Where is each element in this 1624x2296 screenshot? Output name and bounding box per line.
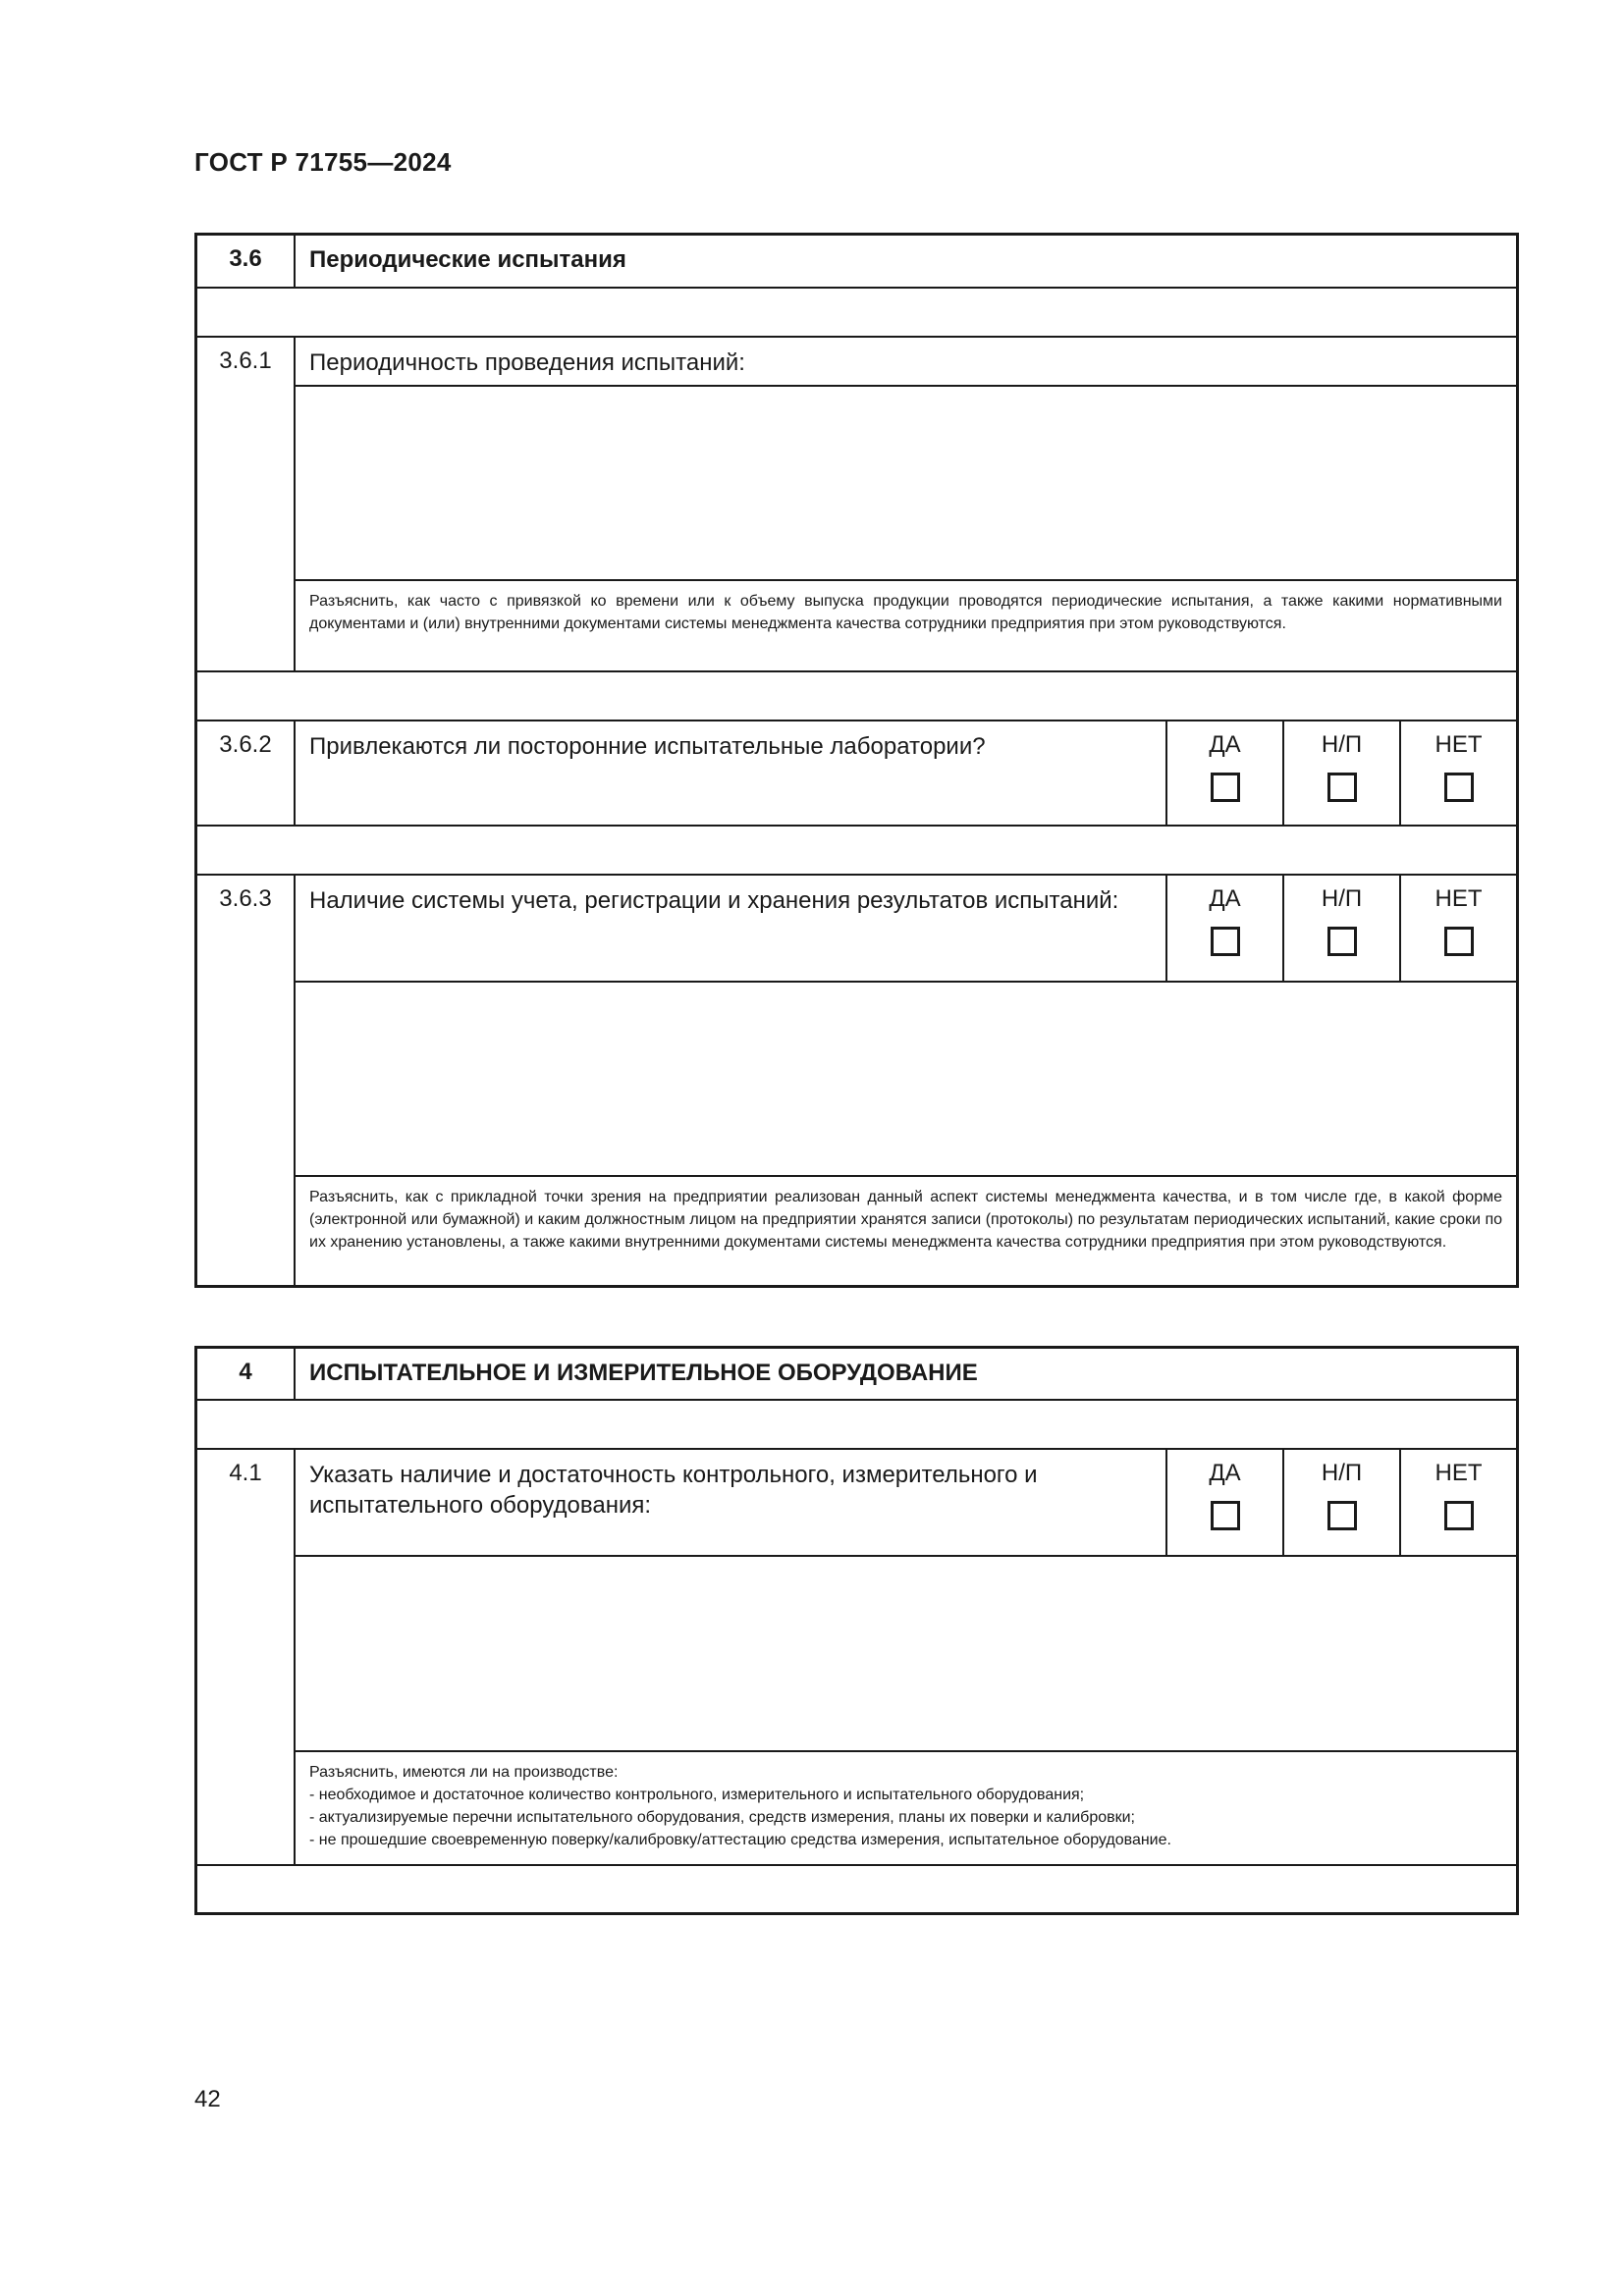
spacer-row — [197, 287, 1516, 336]
item-hint: Разъяснить, как часто с привязкой ко времени или к объему выпуска продукции проводятся периодические испытания, а также какими нормативными документами и (или) внутренними документами системы менеджмента качества сотрудники предприятия при этом руководствуются. — [296, 579, 1516, 670]
no-checkbox[interactable] — [1444, 927, 1474, 956]
option-no — [1399, 876, 1516, 981]
spacer-row — [197, 1864, 1516, 1912]
answer-field[interactable] — [296, 1555, 1516, 1750]
item-number: 3.6.1 — [197, 338, 296, 670]
item-number: 3.6.2 — [197, 721, 296, 825]
item-question: Привлекаются ли посторонние испытательные лаборатории? — [309, 733, 986, 760]
answer-field[interactable] — [296, 981, 1516, 1175]
option-label: НЕТ — [1435, 1460, 1483, 1486]
option-no — [1399, 721, 1516, 825]
page-number: 42 — [194, 2086, 221, 2112]
spacer-row — [197, 670, 1516, 720]
item-hint: Разъяснить, как с прикладной точки зрения на предприятии реализован данный аспект системы менеджмента качества, и в том числе где, в какой форме (электронной или бумажной) и каким должностным лицом на предприятии хранятся записи (протоколы) по результатам периодических испытаний, какие сроки по их хранению установлены, а также какими внутренними документами системы менеджмента качества сотрудники предприятия при этом руководствуются. — [296, 1175, 1516, 1285]
option-no — [1399, 1450, 1516, 1555]
spacer-row — [197, 1399, 1516, 1448]
option-label: Н/П — [1321, 731, 1363, 758]
item-hint — [296, 1750, 1516, 1864]
option-yes — [1165, 876, 1282, 981]
item-question: Указать наличие и достаточность контрольного, измерительного и испытательного оборудования: — [309, 1462, 1038, 1519]
option-label: НЕТ — [1435, 885, 1483, 912]
hint-list-item: - необходимое и достаточное количество контрольного, измерительного и испытательного оборудования; — [309, 1787, 1085, 1803]
no-checkbox[interactable] — [1444, 773, 1474, 802]
option-label: Н/П — [1321, 1460, 1363, 1486]
item-number: 4.1 — [197, 1450, 296, 1864]
option-yes — [1165, 1450, 1282, 1555]
yes-checkbox[interactable] — [1211, 773, 1240, 802]
document-code-header: ГОСТ Р 71755—2024 — [194, 147, 452, 177]
item-row-3-6-1 — [197, 336, 1516, 670]
section-4-table — [194, 1346, 1519, 1915]
hint-list-item: - не прошедшие своевременную поверку/калибровку/аттестацию средства измерения, испытательное оборудование. — [309, 1832, 1171, 1848]
hint-intro: Разъяснить, имеются ли на производстве: — [309, 1764, 619, 1781]
yes-checkbox[interactable] — [1211, 1501, 1240, 1530]
answer-field[interactable] — [296, 385, 1516, 579]
section-number: 4 — [197, 1349, 296, 1399]
hint-list-item: - актуализируемые перечни испытательного оборудования, средств измерения, планы их поверки и калибровки; — [309, 1809, 1135, 1826]
option-label: НЕТ — [1435, 731, 1483, 758]
item-row-3-6-3 — [197, 874, 1516, 1285]
spacer-row — [197, 825, 1516, 874]
option-label: ДА — [1209, 885, 1241, 912]
option-na — [1282, 1450, 1399, 1555]
option-na — [1282, 721, 1399, 825]
option-label: Н/П — [1321, 885, 1363, 912]
item-row-4-1 — [197, 1448, 1516, 1864]
na-checkbox[interactable] — [1327, 1501, 1357, 1530]
item-row-3-6-2 — [197, 720, 1516, 825]
section-number: 3.6 — [197, 236, 296, 287]
na-checkbox[interactable] — [1327, 927, 1357, 956]
item-question: Периодичность проведения испытаний: — [309, 349, 745, 376]
option-label: ДА — [1209, 1460, 1241, 1486]
section-3-6-table — [194, 233, 1519, 1288]
section-title: ИСПЫТАТЕЛЬНОЕ И ИЗМЕРИТЕЛЬНОЕ ОБОРУДОВАНИЕ — [309, 1360, 978, 1386]
yes-checkbox[interactable] — [1211, 927, 1240, 956]
item-number: 3.6.3 — [197, 876, 296, 1285]
no-checkbox[interactable] — [1444, 1501, 1474, 1530]
option-na — [1282, 876, 1399, 981]
option-yes — [1165, 721, 1282, 825]
item-question: Наличие системы учета, регистрации и хранения результатов испытаний: — [309, 887, 1119, 914]
section-title: Периодические испытания — [309, 246, 626, 273]
option-label: ДА — [1209, 731, 1241, 758]
na-checkbox[interactable] — [1327, 773, 1357, 802]
section-header-row — [197, 236, 1516, 287]
section-header-row — [197, 1349, 1516, 1399]
